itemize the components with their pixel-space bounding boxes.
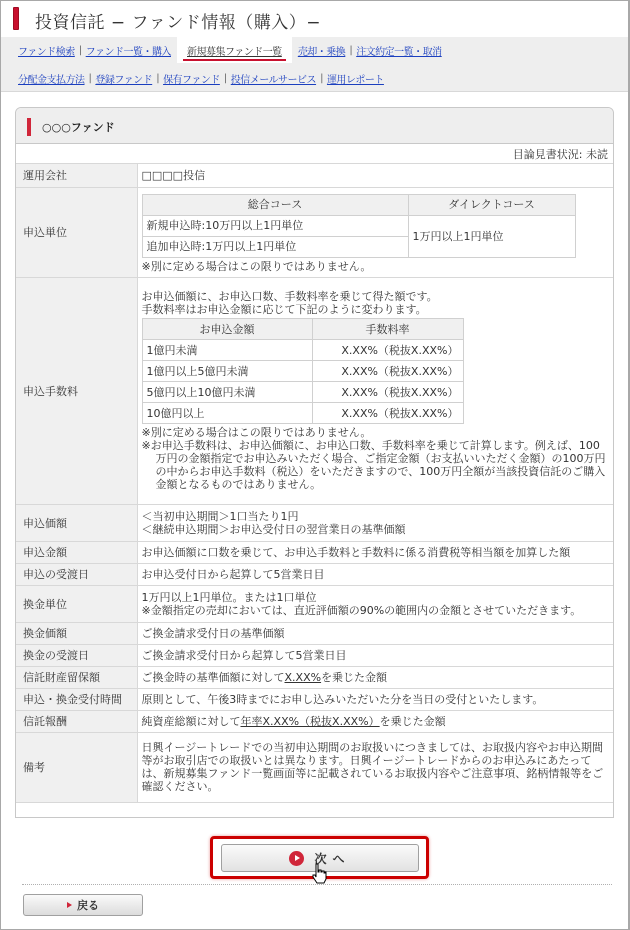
- row-label: 換金単位: [16, 585, 137, 622]
- back-button[interactable]: [23, 894, 143, 916]
- row-price: [16, 504, 613, 541]
- row-amount: [16, 541, 613, 563]
- fund-nav: [1, 37, 628, 92]
- trust-fee-text: を乗じた金額: [379, 714, 446, 728]
- row-label: 換金価額: [16, 622, 137, 644]
- row-value: □□□□投信: [137, 164, 613, 187]
- fee-rate: X.XX%（税抜X.XX%）: [312, 382, 463, 403]
- row-redeem-price: [16, 622, 613, 644]
- fee-amount: 10億円以上: [142, 403, 312, 424]
- row-label: 備考: [16, 732, 137, 802]
- row-reserve: [16, 666, 613, 688]
- play-circle-icon: [289, 851, 304, 866]
- row-label: 換金の受渡日: [16, 644, 137, 666]
- nav-orders-cancel[interactable]: 注文約定一覧・取消: [356, 46, 442, 58]
- nav-row-2: [18, 70, 384, 86]
- col-header: お申込金額: [142, 319, 312, 340]
- fund-name: ○○○ファンド: [42, 121, 115, 134]
- unit-note: ※別に定める場合はこの限りではありません。: [141, 259, 372, 273]
- fee-tier-row: [142, 361, 463, 382]
- fee-table: [142, 318, 464, 424]
- row-label: 運用会社: [16, 164, 137, 187]
- row-label: 信託財産留保額: [16, 666, 137, 688]
- row-trust-fee: [16, 710, 613, 732]
- fee-amount: 1億円未満: [142, 340, 312, 361]
- row-settlement: [16, 563, 613, 585]
- nav-distribution-method[interactable]: 分配金支払方法: [18, 74, 85, 86]
- fee-rate: X.XX%（税抜X.XX%）: [312, 340, 463, 361]
- col-header: ダイレクトコース: [408, 194, 575, 215]
- page-title: 投資信託 − ファンド情報（購入）−: [35, 13, 321, 33]
- nav-reports[interactable]: 運用レポート: [326, 74, 384, 86]
- fee-intro: お申込価額に、お申込口数、手数料率を乗じて得た額です。: [141, 290, 438, 303]
- fee-rate: X.XX%（税抜X.XX%）: [312, 403, 463, 424]
- col-header: 手数料率: [312, 319, 463, 340]
- price-line: ＜継続申込期間＞お申込受付日の翌営業日の基準価額: [141, 522, 406, 536]
- fee-tier-row: [142, 340, 463, 361]
- row-hours: [16, 688, 613, 710]
- unit-cell: 新規申込時:10万円以上1円単位: [142, 215, 408, 236]
- page-header: [1, 1, 628, 37]
- nav-new-fund-list-tab[interactable]: 新規募集ファンド一覧: [177, 37, 292, 63]
- nav-held-funds[interactable]: 保有ファンド: [163, 74, 220, 86]
- nav-fund-list-purchase[interactable]: ファンド一覧・購入: [85, 46, 171, 58]
- header-accent-bar: [13, 7, 19, 30]
- row-company: [16, 164, 613, 187]
- nav-sell-switch[interactable]: 売却・乗換: [297, 46, 346, 58]
- row-value: お申込受付日から起算して5営業日目: [137, 563, 613, 585]
- next-button-label: 次へ: [314, 851, 351, 866]
- unit-cell: 1万円以上1円単位: [408, 215, 575, 257]
- nav-mail-service[interactable]: 投信メールサービス: [230, 74, 317, 86]
- nav-separator: |: [156, 72, 160, 84]
- triangle-right-icon: [67, 902, 72, 908]
- fee-amount: 1億円以上5億円未満: [142, 361, 312, 382]
- row-label: 申込手数料: [16, 277, 137, 504]
- fee-amount: 5億円以上10億円未満: [142, 382, 312, 403]
- fund-info-table: [16, 164, 613, 803]
- row-label: 信託報酬: [16, 710, 137, 732]
- fee-tier-row: [142, 403, 463, 424]
- row-remarks: [16, 732, 613, 802]
- prospectus-status: 目論見書状況: 未読: [16, 145, 613, 164]
- fee-tier-row: [142, 382, 463, 403]
- row-redeem-unit: [16, 585, 613, 622]
- row-value: ご換金請求受付日の基準価額: [137, 622, 613, 644]
- trust-fee-text: 純資産総額に対して: [141, 714, 241, 728]
- fee-rate: X.XX%（税抜X.XX%）: [312, 361, 463, 382]
- hand-cursor-icon: [311, 863, 327, 885]
- nav-separator: |: [78, 44, 82, 56]
- fund-panel: [15, 107, 614, 818]
- reserve-text: を乗じた金額: [321, 670, 388, 684]
- price-line: ＜当初申込期間＞1口当たり1円: [141, 509, 299, 523]
- row-label: 申込の受渡日: [16, 563, 137, 585]
- reserve-text: ご換金時の基準価額に対して: [141, 670, 285, 684]
- nav-registered-funds[interactable]: 登録ファンド: [95, 74, 153, 86]
- row-label: 申込金額: [16, 541, 137, 563]
- fund-accent-bar: [27, 118, 31, 136]
- col-header: 総合コース: [142, 194, 408, 215]
- divider: [22, 884, 612, 885]
- nav-separator: |: [88, 72, 92, 84]
- row-label: 申込価額: [16, 504, 137, 541]
- fee-intro: 手数料率はお申込金額に応じて下記のように変わります。: [141, 303, 427, 316]
- reserve-rate: X.XX%: [284, 670, 322, 684]
- fee-note: ※お申込手数料は、お申込価額に、お申込口数、手数料率を乗じて計算します。例えば、100万円の金額指定でお申込みいただく場合、ご指定金額（お支払いいただく金額）の100万円の中からお申込手数料（税込）をいただきますので、100万円全額が当該投資信託のご購入金額となるものではありません。: [141, 439, 606, 491]
- row-value: お申込価額に口数を乗じて、お申込手数料と手数料に係る消費税等相当額を加算した額: [137, 541, 613, 563]
- trust-fee-rate: 年率X.XX%（税抜X.XX%）: [240, 714, 380, 728]
- row-label: 申込・換金受付時間: [16, 688, 137, 710]
- redeem-unit-line: 1万円以上1円単位。または1口単位: [141, 590, 317, 604]
- nav-fund-search[interactable]: ファンド検索: [18, 46, 75, 58]
- row-value: 日興イージートレードでの当初申込期間のお取扱いにつきましては、お取扱内容やお申込期間等がお取引店での取扱いとは異なります。日興イージートレードからのお申込みにあたっては、新規募集ファンド一覧画面等に記載されているお取扱内容やご注意事項、銘柄情報等をご確認ください。: [137, 732, 613, 802]
- row-value: 原則として、午後3時までにお申し込みいただいた分を当日の受付といたします。: [137, 688, 613, 710]
- nav-separator: |: [349, 44, 353, 56]
- unit-cell: 追加申込時:1万円以上1円単位: [142, 236, 408, 257]
- fee-note: ※別に定める場合はこの限りではありません。: [141, 426, 372, 439]
- back-button-label: 戻る: [77, 899, 99, 912]
- nav-separator: |: [320, 72, 323, 84]
- row-unit: [16, 187, 613, 277]
- row-label: 申込単位: [16, 187, 137, 277]
- row-fee: [16, 277, 613, 504]
- nav-row-1: [18, 37, 442, 63]
- nav-separator: |: [223, 72, 227, 84]
- unit-table: [142, 194, 576, 258]
- row-redeem-settlement: [16, 644, 613, 666]
- row-value: ご換金請求受付日から起算して5営業日目: [137, 644, 613, 666]
- fund-panel-header: [16, 108, 613, 144]
- redeem-unit-line: ※金額指定の売却においては、直近評価額の90%の範囲内の金額とさせていただきます。: [141, 603, 582, 617]
